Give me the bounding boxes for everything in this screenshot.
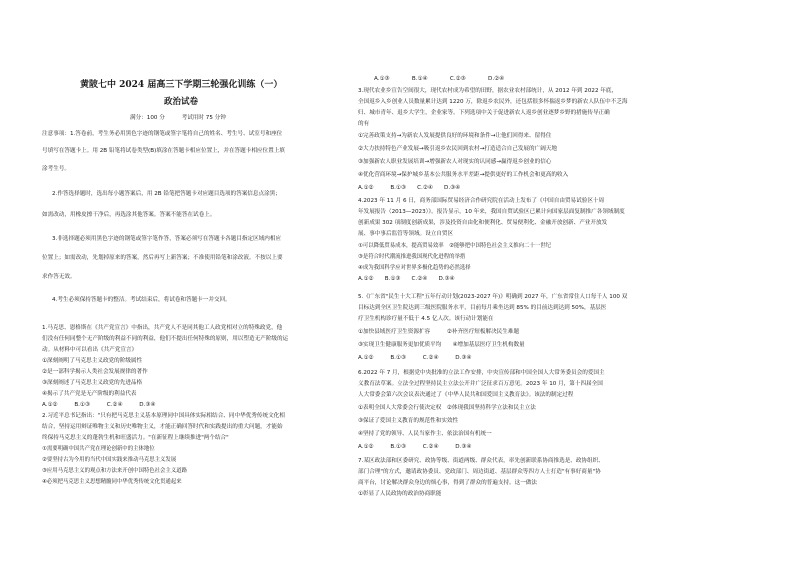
option-line: ③应用马克思主义的观点和方法来开创中国特色社会主义道路	[42, 468, 187, 474]
question-line: 部门合理"的方式，邀请政协委员、党政部门、周边街道、基层群众等四方人士打造"有事好商量"协	[358, 469, 601, 475]
option-line: ①表明全国人大常委会行使决定权 ②体现我国坚持科学立法和民主立法	[358, 405, 536, 411]
question-line: 们没有任何同整个无产阶级的利益不同的利益，他们不提出任何特殊的原则，用以塑造无产阶级的运	[42, 336, 289, 342]
answer-choices: A.①② B.①③ C.②④ D.③④	[358, 276, 455, 282]
option-line: ③加强新农人职业发展培训→增强新农人对现实的认同感→赢得返乡创业的信心	[358, 159, 552, 165]
answer-choices: A.①② B.①③ C.②④ D.③④	[42, 402, 156, 408]
instruction-line: 如需改动，用橡皮擦干净后，再选涂其他答案。答案不能答在试卷上。	[42, 212, 216, 218]
option-line: ①可以降低贸易成本，提高贸易效率 ②能够把中国特色社会主义推向二十一世纪	[358, 243, 551, 249]
question-line: 疗卫生机构诊疗量不低于 4.5 亿人次。该行动计划能在	[358, 316, 494, 322]
question-line: 展、事中事后监管等领域。设立自贸区	[358, 231, 454, 237]
instruction-line: 4.考生必须保持答题卡的整洁。考试结束后，将试卷和答题卡一并交回。	[52, 297, 231, 303]
option-line: ④坚持了党的领导、人民当家作主、依法治国有机统一	[358, 431, 492, 437]
instruction-line: 注意事项：1.答卷前，考生务必用黑色字迹的钢笔或签字笔将自己的姓名、考生号、试室号和座位	[42, 131, 283, 137]
answer-choices: A.①② B.①③ C.②④ D.③④	[358, 185, 461, 191]
question-line: 创新成果 302 项制度创新成果，涉及投资自由化和便利化、贸易便利化、金融开放创新、产业开放发	[358, 220, 608, 226]
question-line: 4.2023 年 11 月 6 日，商务部国际贸易经济合作研究院在活动上发布了《中国自由贸易试验区十周	[358, 198, 605, 204]
question-line: 全国返乡入乡创业人员数量累计达到 1220 万，除返乡农民外，还包括很多怀揣返乡梦的新农人队伍中不乏海	[358, 99, 628, 105]
question-line: 7.某区政法部和区委研究、政协等级、街道两级、群众代表，率先创新联系协商推选是、政协组织、	[358, 458, 604, 464]
question-line: 2.习近平总书记指出："只有把马克思主义基本原理同中国具体实际相结合、同中华优秀传统文化相	[42, 413, 285, 419]
option-line: ④成为我国科学应对世界多极化趋势的必然选择	[358, 265, 471, 271]
option-line: ①彰显了人民政协的政治协商职能	[358, 491, 442, 497]
exam-title: 黄陂七中 2024 届高三下学期三轮强化训练（一）	[80, 80, 283, 90]
question-line: 6.2022 年 7 月，根据党中央批准的立法工作安排，中央宣传部和中国全国人大常务委员会的爱国主	[358, 370, 605, 376]
option-line: ②要坚持古为今用的当代中国实践来推动马克思主义发展	[42, 457, 177, 463]
question-line: 终保持马克思主义的蓬勃生机和旺盛活力。"在新征程上继续推进"两个结合"	[42, 435, 229, 441]
exam-meta: 满分：100 分 考试用时 75 分钟	[130, 115, 226, 121]
question-line: 归、城市青年、退乡大学生，企业家等。下列选项中关于促进新农人返乡创业逐梦乡野的措施传导正确	[358, 110, 610, 116]
answer-choices: A.①③ B.①④ C.②③ D.②④	[374, 76, 505, 82]
option-line: ②大力扶持特色产业发展→吸引返乡农民回到农村→打造适合自己发展的广阔天地	[358, 146, 557, 152]
option-line: ②是一部科学揭示人类社会发展规律的著作	[42, 369, 148, 375]
option-line: ③保证了爱国主义教育的规范性和实效性	[358, 418, 459, 424]
question-line: 商平台，讨论解决群众身边的烦心事，得到了群众的普遍支持。这一做法	[358, 480, 538, 486]
option-line: ①需要明确中国共产党在理论创新中的主体地位	[42, 446, 155, 452]
option-line: ①深刻阐明了马克思主义政党的阶级属性	[42, 358, 143, 364]
option-line: ①完善政策支持→为新农人发展提供良好的环境和条件→让他们回得来、留得住	[358, 133, 552, 139]
option-line: ③是符合时代潮流推进我国现代化进程的举措	[358, 254, 466, 260]
answer-choices: A.①② B.①③ C.②④ D.③④	[358, 444, 472, 450]
option-line: ③深刻阐述了马克思主义政党的先进品格	[42, 380, 143, 386]
answer-choices: A.①② B.①③ C.②④ D.③④	[358, 355, 472, 361]
question-line: 5.《广东省"民生十大工程"五年行动计划(2023-2027 年)》明确到 2027 年，广东省常住人口每千人 100 双	[358, 294, 628, 300]
question-line: 义教育法草案。立法全过程坚持民主立法公开并广泛征求百万意见。2023 年 10 月，第十四届全国	[358, 381, 603, 387]
question-line: 的有	[358, 121, 370, 127]
option-line: ④必须把马克思主义思想精髓同中华优秀传统文化贯通起来	[42, 479, 182, 485]
option-line: ③实现卫生健康服务更加优质平均 ④增加基层医疗卫生机构数量	[358, 342, 525, 348]
question-line: 年发展报告（2013—2023）》。报告显示，10 年来，我国自贸试验区已累计向国家层面复制推广各领域制度	[358, 209, 625, 215]
instruction-line: 3.非选择题必须用黑色字迹的钢笔或签字笔作答，答案必须写在答题卡各题目指定区域内相应	[52, 236, 282, 242]
question-line: 人大常委会第六次会议表决通过了《中华人民共和国爱国主义教育法》。该法的制定过程	[358, 392, 574, 398]
option-line: ①加快县域医疗卫生资源扩容 ②补齐医疗短板解决民生难题	[358, 329, 520, 335]
question-line: 3.现代农业乡宣告空间很大，现代农村成为希望的田野，据农业农村部统计，从 2012 年到 2022 年底，	[358, 88, 618, 94]
exam-subject: 政治试卷	[164, 97, 199, 107]
question-line: 1.马克思、恩格斯在《共产党宣言》中指出，共产党人不是同其他工人政党相对立的特殊政党，他	[42, 325, 283, 331]
option-line: ④优化营商环境→保护城乡基本公共服务水平差距→提供更好的工作机会和更高的收入	[358, 172, 569, 178]
instruction-line: 求作答无效。	[42, 274, 76, 280]
instruction-line: 号填写在答题卡上。用 2B 铅笔将试卷类型(B)填涂在答题卡相应位置上，并在答题卡相应位置上填	[42, 148, 285, 154]
question-line: 目标达到全区卫生院达到三级医院服务水平，目前每月乘坐达到 85% 的目前达到达到 50%，基层医	[358, 305, 607, 311]
instruction-line: 位置上；如需改动，先划掉原来的答案，然后再写上新答案；不准使用铅笔和涂改液。不按以上要	[42, 255, 283, 261]
instruction-line: 2.作答选择题时，选出每小题答案后，用 2B 铅笔把答题卡对应题目选项的答案信息点涂黑；	[52, 191, 281, 197]
instruction-line: 涂考生号。	[42, 166, 70, 172]
option-line: ④揭示了共产党是无产阶级的利益代表	[42, 391, 137, 397]
question-line: 结合，坚持运用辩证唯物主义和历史唯物主义，才能正确回答时代和实践提出的重大问题，才能始	[42, 424, 283, 430]
question-line: 动。从材料中可以看出《共产党宣言》	[42, 347, 138, 353]
